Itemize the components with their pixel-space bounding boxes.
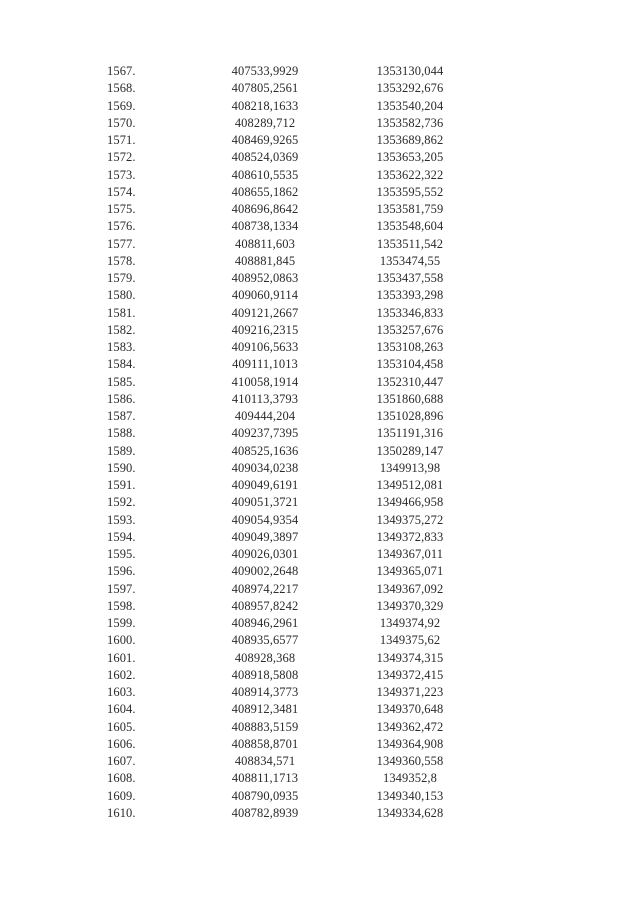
point-number: 1594. [107, 529, 136, 544]
y-coordinate: 1351191,316 [376, 426, 444, 441]
x-coordinate: 409111,1013 [232, 357, 298, 372]
y-coordinate: 1350289,147 [376, 443, 444, 458]
point-number: 1567. [107, 64, 136, 78]
x-coordinate: 409002,2648 [231, 564, 299, 579]
x-coordinate: 408881,845 [234, 253, 296, 268]
table-row [0, 529, 640, 546]
y-coordinate: 1353653,205 [376, 150, 444, 165]
point-number: 1597. [107, 581, 136, 596]
y-coordinate: 1349370,329 [376, 598, 444, 613]
x-coordinate: 408883,5159 [231, 719, 299, 734]
table-row [0, 322, 640, 339]
x-coordinate: 410058,1914 [231, 374, 299, 389]
y-coordinate: 1351028,896 [376, 409, 444, 423]
x-coordinate: 409216,2315 [231, 322, 299, 337]
x-coordinate: 408912,3481 [231, 702, 299, 717]
y-coordinate: 1351860,688 [376, 391, 444, 406]
y-coordinate: 1353540,204 [376, 98, 444, 113]
table-row [0, 132, 640, 149]
y-coordinate: 1353581,759 [376, 202, 444, 216]
x-coordinate: 408469,9265 [231, 133, 299, 147]
point-number: 1569. [107, 98, 136, 113]
y-coordinate: 1353582,736 [376, 115, 444, 130]
point-number: 1596. [107, 564, 136, 579]
table-row [0, 356, 640, 373]
table-row [0, 477, 640, 494]
y-coordinate: 1353108,263 [376, 340, 444, 354]
y-coordinate: 1349340,153 [376, 788, 444, 803]
x-coordinate: 409051,3721 [231, 495, 299, 510]
point-number: 1607. [107, 754, 136, 768]
point-number: 1602. [107, 667, 136, 682]
x-coordinate: 407533,9929 [231, 64, 299, 78]
table-row [0, 546, 640, 563]
x-coordinate: 408811,1713 [231, 771, 299, 786]
y-coordinate: 1349466,958 [376, 495, 444, 510]
table-row [0, 494, 640, 511]
table-row [0, 270, 640, 287]
y-coordinate: 1349352,8 [382, 771, 438, 786]
x-coordinate: 408289,712 [234, 115, 296, 130]
x-coordinate: 408655,1862 [231, 184, 299, 199]
y-coordinate: 1353622,322 [376, 167, 444, 182]
point-number: 1604. [107, 702, 136, 717]
x-coordinate: 409054,9354 [231, 512, 299, 527]
x-coordinate: 409049,3897 [231, 529, 299, 544]
x-coordinate: 409444,204 [234, 409, 296, 423]
x-coordinate: 408928,368 [234, 650, 296, 665]
y-coordinate: 1353474,55 [379, 253, 441, 268]
x-coordinate: 409060,9114 [231, 288, 299, 303]
point-number: 1592. [107, 495, 136, 510]
y-coordinate: 1349362,472 [376, 719, 444, 734]
point-number: 1609. [107, 788, 136, 803]
table-row [0, 805, 640, 822]
table-row [0, 98, 640, 115]
point-number: 1606. [107, 736, 136, 751]
y-coordinate: 1353595,552 [376, 184, 444, 199]
y-coordinate: 1349371,223 [376, 685, 444, 699]
x-coordinate: 408834,571 [234, 754, 296, 768]
point-number: 1599. [107, 616, 136, 630]
y-coordinate: 1353548,604 [376, 219, 444, 234]
table-row [0, 425, 640, 442]
x-coordinate: 408952,0863 [231, 271, 299, 285]
y-coordinate: 1353346,833 [376, 305, 444, 320]
point-number: 1610. [107, 805, 136, 820]
table-row [0, 80, 640, 97]
point-number: 1588. [107, 426, 136, 441]
table-row [0, 201, 640, 218]
table-row [0, 460, 640, 477]
table-row [0, 236, 640, 253]
table-row [0, 184, 640, 201]
y-coordinate: 1349375,62 [379, 633, 441, 648]
x-coordinate: 409237,7395 [231, 426, 299, 441]
point-number: 1572. [107, 150, 136, 165]
point-number: 1595. [107, 547, 136, 561]
table-row [0, 167, 640, 184]
point-number: 1590. [107, 460, 136, 475]
x-coordinate: 408914,3773 [231, 685, 299, 699]
point-number: 1571. [107, 133, 136, 147]
point-number: 1600. [107, 633, 136, 648]
y-coordinate: 1353393,298 [376, 288, 444, 303]
table-row [0, 218, 640, 235]
point-number: 1580. [107, 288, 136, 303]
point-number: 1573. [107, 167, 136, 182]
x-coordinate: 408525,1636 [231, 443, 299, 458]
point-number: 1591. [107, 478, 136, 492]
table-row [0, 615, 640, 632]
point-number: 1589. [107, 443, 136, 458]
x-coordinate: 408957,8242 [231, 598, 299, 613]
y-coordinate: 1349364,908 [376, 736, 444, 751]
y-coordinate: 1349374,92 [379, 616, 441, 630]
table-row [0, 701, 640, 718]
y-coordinate: 1349375,272 [376, 512, 444, 527]
point-number: 1578. [107, 253, 136, 268]
x-coordinate: 408738,1334 [231, 219, 299, 234]
x-coordinate: 408790,0935 [231, 788, 299, 803]
table-row [0, 253, 640, 270]
x-coordinate: 409049,6191 [231, 478, 299, 492]
table-row [0, 305, 640, 322]
point-number: 1576. [107, 219, 136, 234]
table-row [0, 736, 640, 753]
y-coordinate: 1352310,447 [376, 374, 444, 389]
x-coordinate: 409121,2667 [231, 305, 299, 320]
y-coordinate: 1353104,458 [376, 357, 444, 372]
y-coordinate: 1349372,833 [376, 529, 444, 544]
table-row [0, 287, 640, 304]
y-coordinate: 1349360,558 [376, 754, 444, 768]
table-row [0, 563, 640, 580]
y-coordinate: 1349913,98 [379, 460, 441, 475]
point-number: 1581. [107, 305, 136, 320]
x-coordinate: 408946,2961 [231, 616, 299, 630]
point-number: 1577. [107, 236, 136, 251]
table-row [0, 684, 640, 701]
point-number: 1598. [107, 598, 136, 613]
table-row [0, 408, 640, 425]
table-row [0, 149, 640, 166]
x-coordinate: 408811,603 [235, 236, 295, 251]
x-coordinate: 408218,1633 [231, 98, 299, 113]
point-number: 1587. [107, 409, 136, 423]
x-coordinate: 408858,8701 [231, 736, 299, 751]
table-row [0, 443, 640, 460]
point-number: 1608. [107, 771, 136, 786]
x-coordinate: 409034,0238 [231, 460, 299, 475]
point-number: 1570. [107, 115, 136, 130]
y-coordinate: 1353130,044 [376, 64, 444, 78]
y-coordinate: 1353689,862 [376, 133, 444, 147]
y-coordinate: 1349512,081 [376, 478, 444, 492]
y-coordinate: 1349334,628 [376, 805, 444, 820]
point-number: 1582. [107, 322, 136, 337]
point-number: 1585. [107, 374, 136, 389]
point-number: 1593. [107, 512, 136, 527]
point-number: 1603. [107, 685, 136, 699]
table-row [0, 770, 640, 787]
table-row [0, 753, 640, 770]
y-coordinate: 1349365,071 [376, 564, 444, 579]
point-number: 1568. [107, 81, 136, 96]
point-number: 1584. [107, 357, 136, 372]
x-coordinate: 408524,0369 [231, 150, 299, 165]
x-coordinate: 408935,6577 [231, 633, 299, 648]
table-row [0, 598, 640, 615]
x-coordinate: 409026,0301 [231, 547, 299, 561]
y-coordinate: 1353257,676 [376, 322, 444, 337]
point-number: 1586. [107, 391, 136, 406]
point-number: 1574. [107, 184, 136, 199]
table-row [0, 391, 640, 408]
x-coordinate: 408918,5808 [231, 667, 299, 682]
table-row [0, 667, 640, 684]
point-number: 1601. [107, 650, 136, 665]
table-row [0, 650, 640, 667]
y-coordinate: 1349367,011 [376, 547, 444, 561]
y-coordinate: 1353511,542 [376, 236, 444, 251]
point-number: 1583. [107, 340, 136, 354]
table-row [0, 63, 640, 80]
point-number: 1605. [107, 719, 136, 734]
y-coordinate: 1349372,415 [376, 667, 444, 682]
point-number: 1579. [107, 271, 136, 285]
x-coordinate: 408974,2217 [231, 581, 299, 596]
x-coordinate: 408610,5535 [231, 167, 299, 182]
coordinate-table [0, 63, 640, 822]
x-coordinate: 409106,5633 [231, 340, 299, 354]
table-row [0, 632, 640, 649]
table-row [0, 115, 640, 132]
y-coordinate: 1353437,558 [376, 271, 444, 285]
y-coordinate: 1353292,676 [376, 81, 444, 96]
point-number: 1575. [107, 202, 136, 216]
table-row [0, 374, 640, 391]
table-row [0, 581, 640, 598]
x-coordinate: 410113,3793 [231, 391, 299, 406]
x-coordinate: 408782,8939 [231, 805, 299, 820]
table-row [0, 339, 640, 356]
y-coordinate: 1349374,315 [376, 650, 444, 665]
table-row [0, 788, 640, 805]
y-coordinate: 1349367,092 [376, 581, 444, 596]
x-coordinate: 408696,8642 [231, 202, 299, 216]
y-coordinate: 1349370,648 [376, 702, 444, 717]
table-row [0, 512, 640, 529]
table-row [0, 719, 640, 736]
x-coordinate: 407805,2561 [231, 81, 299, 96]
